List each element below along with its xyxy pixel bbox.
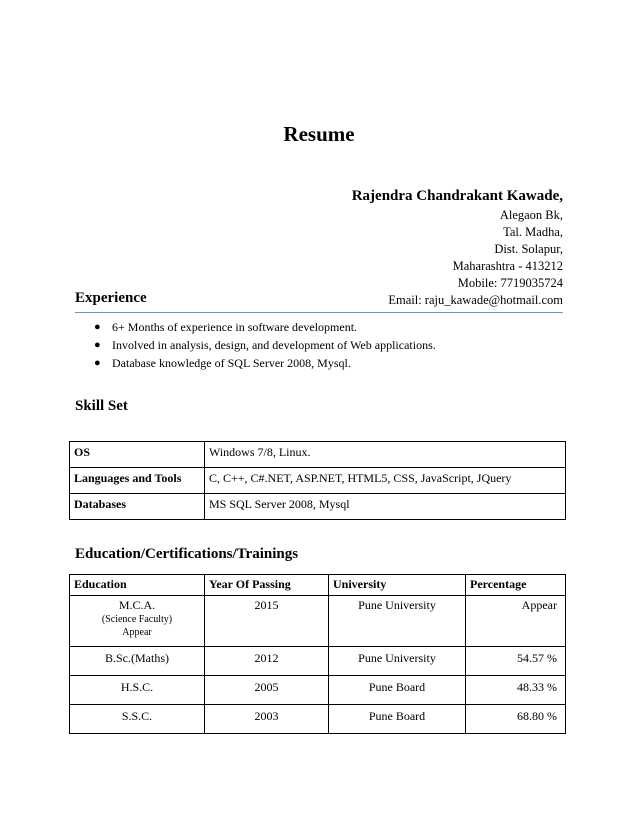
- candidate-name: [352, 186, 563, 206]
- university-cell: Pune University: [329, 647, 466, 676]
- page-title: Resume: [283, 122, 355, 146]
- university-cell: Pune University: [329, 596, 466, 647]
- address-line: Maharashtra - 413212: [452, 259, 563, 273]
- skill-label: Databases: [70, 494, 205, 520]
- skill-label: OS: [70, 442, 205, 468]
- skill-value: C, C++, C#.NET, ASP.NET, HTML5, CSS, JavaScript, JQuery: [205, 468, 566, 494]
- skill-value: MS SQL Server 2008, Mysql: [205, 494, 566, 520]
- percentage-cell: 48.33 %: [466, 676, 566, 705]
- education-table: [69, 574, 566, 734]
- experience-item-text: Database knowledge of SQL Server 2008, Mysql.: [112, 356, 351, 370]
- university-cell: Pune Board: [329, 705, 466, 734]
- table-row: [70, 442, 566, 468]
- address-line: Tal. Madha,: [503, 225, 563, 239]
- skills-table: [69, 441, 566, 520]
- degree-cell: H.S.C.: [70, 676, 205, 705]
- mobile-line: Mobile: 7719035724: [457, 276, 563, 290]
- percentage-cell: 68.80 %: [466, 705, 566, 734]
- list-item: [76, 336, 436, 354]
- table-row: [70, 705, 566, 734]
- address-line: Alegaon Bk,: [499, 208, 563, 222]
- table-row: [70, 676, 566, 705]
- education-heading: Education/Certifications/Trainings: [75, 546, 299, 562]
- column-header: University: [329, 575, 466, 596]
- bullet-icon: ●: [94, 357, 101, 369]
- degree-status: Appear: [122, 627, 152, 638]
- experience-item-text: 6+ Months of experience in software development.: [112, 320, 358, 334]
- column-header: Education: [70, 575, 205, 596]
- degree-cell: [70, 596, 205, 647]
- table-header-row: [70, 575, 566, 596]
- skills-heading: Skill Set: [75, 398, 128, 414]
- skill-label: Languages and Tools: [70, 468, 205, 494]
- degree-faculty: (Science Faculty): [101, 614, 173, 625]
- bullet-icon: ●: [94, 339, 101, 351]
- email-line: Email: raju_kawade@hotmail.com: [388, 293, 563, 307]
- percentage-cell: 54.57 %: [466, 647, 566, 676]
- degree-cell: B.Sc.(Maths): [70, 647, 205, 676]
- contact-block: [352, 186, 563, 309]
- address-line: Dist. Solapur,: [494, 242, 563, 256]
- degree-name: M.C.A.: [118, 598, 156, 612]
- year-cell: 2015: [205, 596, 329, 647]
- column-header: Year Of Passing: [205, 575, 329, 596]
- candidate-name-punct: ,: [559, 188, 563, 204]
- skill-value: Windows 7/8, Linux.: [205, 442, 566, 468]
- section-divider: [75, 312, 563, 313]
- table-row: [70, 647, 566, 676]
- year-cell: 2005: [205, 676, 329, 705]
- degree-cell: S.S.C.: [70, 705, 205, 734]
- year-cell: 2003: [205, 705, 329, 734]
- percentage-cell: Appear: [466, 596, 566, 647]
- table-row: [70, 494, 566, 520]
- column-header: Percentage: [466, 575, 566, 596]
- candidate-name-text: Rajendra Chandrakant Kawade: [351, 188, 560, 204]
- experience-heading: Experience: [75, 290, 147, 306]
- table-row: [70, 596, 566, 647]
- list-item: [76, 354, 436, 372]
- bullet-icon: ●: [94, 321, 101, 333]
- university-cell: Pune Board: [329, 676, 466, 705]
- year-cell: 2012: [205, 647, 329, 676]
- experience-list: [76, 318, 436, 372]
- table-row: [70, 468, 566, 494]
- experience-item-text: Involved in analysis, design, and development of Web applications.: [112, 338, 436, 352]
- list-item: [76, 318, 436, 336]
